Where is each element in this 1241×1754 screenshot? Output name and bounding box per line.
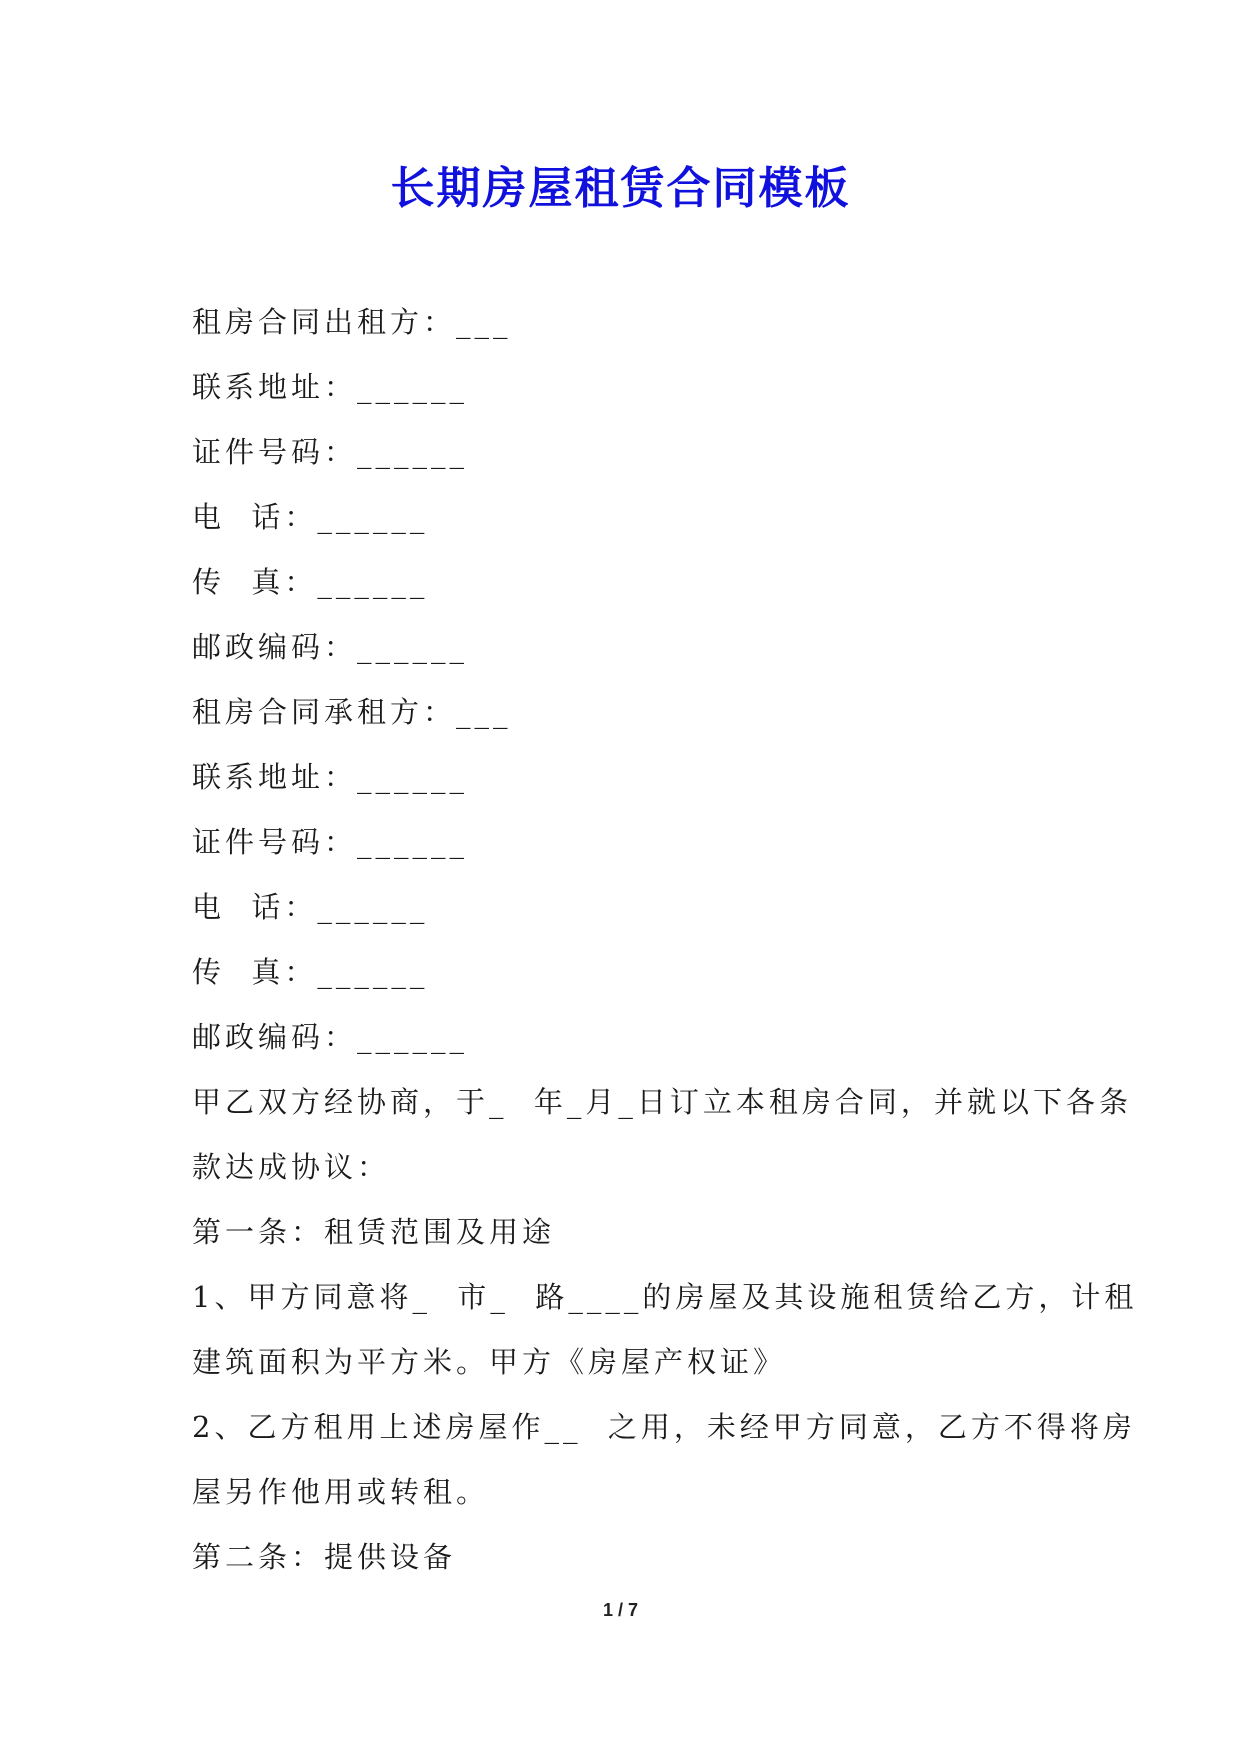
party-a-postcode: 邮政编码：______ (192, 630, 469, 664)
article-1-clause-1-cont: 建筑面积为平方米。甲方《房屋产权证》 (192, 1345, 787, 1379)
party-b-fax: 传 真：______ (192, 955, 429, 989)
party-b-postcode: 邮政编码：______ (192, 1020, 469, 1054)
party-a-address: 联系地址：______ (192, 370, 469, 404)
party-a-fax: 传 真：______ (192, 565, 429, 599)
party-a-phone: 电 话：______ (192, 500, 429, 534)
document-body (192, 290, 1138, 1590)
agreement-intro: 甲乙双方经协商，于_ 年_月_日订立本租房合同，并就以下各条 (192, 1085, 1132, 1119)
party-a-id-number: 证件号码：______ (192, 435, 469, 469)
article-1-clause-1: 1、甲方同意将_ 市_ 路____的房屋及其设施租赁给乙方，计租 (192, 1280, 1138, 1314)
party-a-label: 租房合同出租方：___ (192, 305, 512, 339)
party-b-address: 联系地址：______ (192, 760, 469, 794)
party-b-id-number: 证件号码：______ (192, 825, 469, 859)
article-2-heading: 第二条：提供设备 (192, 1540, 457, 1574)
article-1-clause-2-cont: 屋另作他用或转租。 (192, 1475, 490, 1509)
party-b-phone: 电 话：______ (192, 890, 429, 924)
document-title: 长期房屋租赁合同模板 (390, 163, 851, 214)
page-number: 1 / 7 (602, 1600, 639, 1620)
agreement-intro-cont: 款达成协议： (192, 1150, 391, 1184)
article-1-clause-2: 2、乙方租用上述房屋作__ 之用，未经甲方同意，乙方不得将房 (192, 1410, 1136, 1444)
article-1-heading: 第一条：租赁范围及用途 (192, 1215, 556, 1249)
party-b-label: 租房合同承租方：___ (192, 695, 512, 729)
